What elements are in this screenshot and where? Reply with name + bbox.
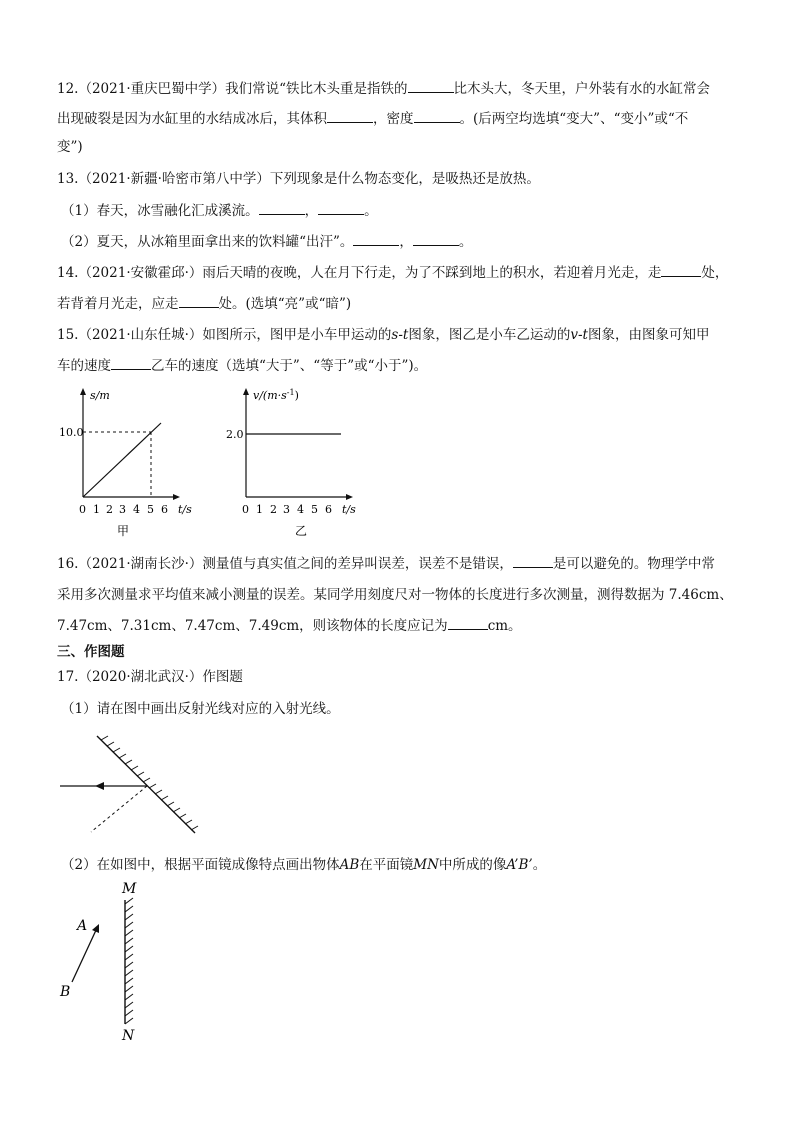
q16-text: 7.47cm、7.31cm、7.47cm、7.49cm，则该物体的长度应记为	[57, 618, 448, 634]
mirror-hatching	[101, 736, 198, 830]
label-m: M	[122, 881, 137, 897]
q16-text: cm。	[487, 618, 522, 634]
answer-blank[interactable]	[661, 264, 701, 277]
comma: ，	[399, 234, 413, 250]
q12-text: 出现破裂是因为水缸里的水结成冰后，其体积	[57, 111, 327, 127]
answer-blank[interactable]	[327, 110, 373, 123]
x-axis-arrow	[346, 494, 353, 500]
plane-mirror-figure	[55, 876, 165, 1046]
answer-blank[interactable]	[413, 233, 459, 246]
answer-blank[interactable]	[111, 357, 151, 370]
y-label	[253, 388, 299, 402]
label-a: A	[77, 918, 88, 934]
x-tick-labels	[242, 503, 332, 516]
q16-line3	[57, 617, 522, 635]
y-label-sup: -1	[286, 388, 295, 397]
q13-sub2	[61, 233, 472, 251]
y-axis-arrow	[80, 388, 86, 395]
q12-text: 。(后两空均选填“变大”、“变小”或“不	[459, 111, 689, 127]
q17-sub2-text: （2）在如图中，根据平面镜成像特点画出物体	[61, 857, 340, 873]
y-label-main: v/(m·s	[253, 389, 287, 402]
mirror-hatching	[125, 898, 133, 1024]
answer-blank[interactable]	[179, 295, 219, 308]
mirror-surface	[97, 736, 195, 833]
x-tick-label: 2	[270, 503, 277, 516]
x-tick-label: 3	[119, 503, 126, 516]
q12-text: 12.（2021·重庆巴蜀中学）我们常说“铁比木头重是指铁的	[57, 81, 408, 97]
q15-text: 15.（2021·山东任城·）如图所示，图甲是小车甲运动的	[57, 327, 392, 343]
q16-text: 16.（2021·湖南长沙·）测量值与真实值之间的差异叫误差，误差不是错误，	[57, 556, 513, 572]
x-tick-label: 6	[161, 503, 168, 516]
q12-line2	[57, 110, 688, 128]
x-tick-labels	[79, 503, 168, 516]
section-title: 三、作图题	[57, 644, 125, 660]
q14-text: 处，	[701, 265, 729, 281]
q14-text: 14.（2021·安徽霍邱·）雨后天晴的夜晚，人在月下行走，为了不踩到地上的积水，若迎着月光走，走	[57, 265, 662, 281]
comma: ，	[304, 203, 319, 219]
x-tick-label: 0	[79, 503, 86, 516]
x-tick-label: 5	[147, 503, 154, 516]
x-tick-label: 6	[325, 503, 332, 516]
y-tick-label: 2.0	[226, 428, 244, 441]
answer-blank[interactable]	[448, 617, 488, 630]
reflection-figure	[55, 728, 205, 843]
q15-text: 图象，图乙是小车乙运动的	[408, 327, 571, 343]
vt-graph	[215, 382, 375, 542]
answer-blank[interactable]	[318, 202, 364, 215]
x-label: t/s	[342, 503, 356, 516]
answer-blank[interactable]	[513, 555, 553, 568]
x-label: t/s	[178, 503, 192, 516]
normal-line	[91, 786, 147, 832]
period: 。	[458, 234, 473, 250]
q17-stem: 17.（2020·湖北武汉·）作图题	[57, 669, 243, 685]
mirror-label: MN	[413, 857, 439, 873]
q12-text: 比木头大，冬天里，户外装有水的水缸常会	[453, 81, 711, 97]
q15-line2	[57, 357, 427, 375]
q17-sub1: （1）请在图中画出反射光线对应的入射光线。	[61, 701, 340, 717]
y-axis-arrow	[243, 388, 249, 395]
q12-text: ，密度	[373, 111, 414, 127]
x-tick-label: 2	[106, 503, 113, 516]
y-label: s/m	[90, 389, 110, 402]
q13-stem: 13.（2021·新疆·哈密市第八中学）下列现象是什么物态变化，是吸热还是放热。	[57, 171, 540, 187]
q17-sub2-text: 在平面镜	[359, 857, 414, 873]
answer-blank[interactable]	[259, 202, 305, 215]
object-label: AB	[339, 857, 360, 873]
vt-symbol: v-t	[570, 327, 588, 343]
q16-line1	[57, 555, 715, 573]
answer-blank[interactable]	[414, 110, 460, 123]
object-ab	[72, 928, 97, 982]
q15-text: 车的速度	[57, 358, 111, 374]
x-tick-label: 3	[283, 503, 290, 516]
q14-line2	[57, 295, 351, 313]
x-axis-arrow	[173, 494, 180, 500]
q13-sub1-text: （1）春天，冰雪融化汇成溪流。	[61, 203, 259, 219]
q12-line3: 变”)	[57, 139, 83, 155]
q16-line2: 采用多次测量求平均值来减小测量的误差。某同学用刻度尺对一物体的长度进行多次测量，测得数据为 7.46cm、	[57, 587, 733, 603]
answer-blank[interactable]	[353, 233, 399, 246]
y-label-end: )	[294, 389, 299, 402]
graph-caption: 乙	[295, 524, 308, 538]
period: 。	[364, 203, 378, 219]
q14-text: 若背着月光走，应走	[57, 296, 179, 312]
x-tick-label: 5	[311, 503, 318, 516]
x-tick-label: 0	[242, 503, 249, 516]
q16-text: 是可以避免的。物理学中常	[552, 556, 715, 572]
q13-sub2-text: （2）夏天，从冰箱里面拿出来的饮料罐“出汗”。	[61, 234, 354, 250]
label-n: N	[122, 1028, 135, 1044]
q15-text: 图象，由图象可知甲	[587, 327, 710, 343]
x-tick-label: 4	[133, 503, 140, 516]
image-label: A’B’	[506, 857, 533, 873]
s-t-line	[83, 423, 161, 497]
answer-blank[interactable]	[408, 80, 454, 93]
period: 。	[532, 857, 547, 873]
ray-arrow	[95, 782, 104, 790]
q15-line1	[57, 326, 709, 344]
q15-text: 乙车的速度（选填“大于”、“等于”或“小于”)。	[151, 358, 428, 374]
q12-line1	[57, 80, 710, 98]
q14-line1	[57, 264, 728, 282]
q17-sub2	[61, 856, 546, 874]
y-tick-label: 10.0	[59, 426, 84, 439]
graph-caption: 甲	[117, 524, 130, 538]
q13-sub1	[61, 202, 378, 220]
x-tick-label: 1	[256, 503, 263, 516]
q17-sub2-text: 中所成的像	[438, 857, 507, 873]
label-b: B	[60, 984, 71, 1000]
x-tick-label: 1	[93, 503, 100, 516]
st-symbol: s-t	[391, 327, 409, 343]
st-graph	[50, 382, 210, 542]
x-tick-label: 4	[297, 503, 304, 516]
q14-text: 处。(选填“亮”或“暗”)	[218, 296, 352, 312]
